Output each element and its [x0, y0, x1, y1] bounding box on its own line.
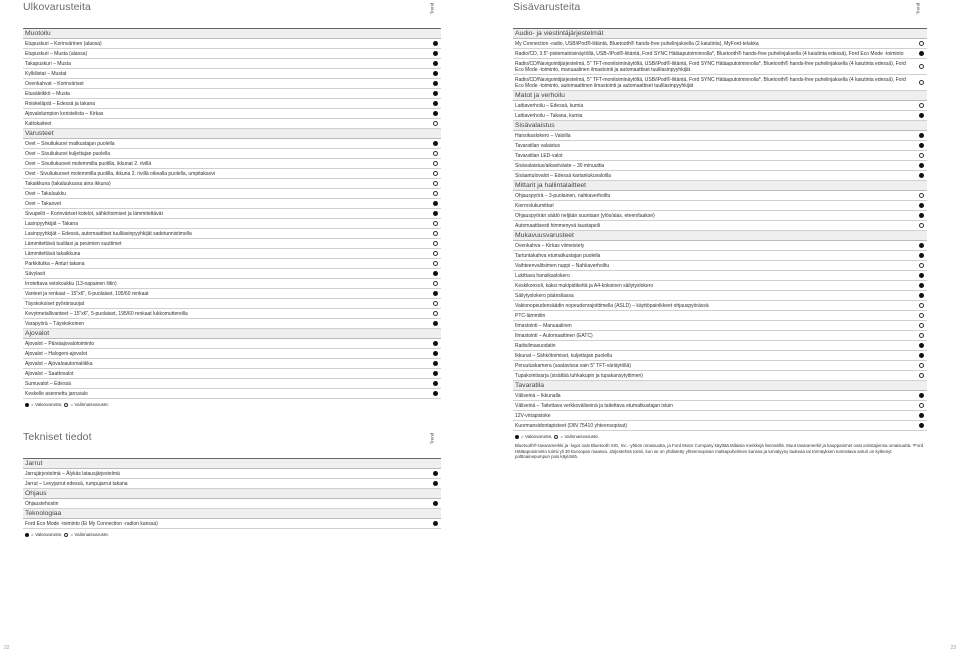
- optional-circle-icon: [433, 261, 438, 266]
- interior-title-row: [513, 0, 927, 28]
- feature-label: Lattiaverhoilu – Edessä, kumia: [515, 102, 584, 109]
- feature-label: Lukittava hansikaslokero: [515, 272, 570, 279]
- standard-dot-icon: [919, 393, 924, 398]
- optional-circle-icon: [433, 251, 438, 256]
- feature-label: Väliseinä – Taitettava verkkoväliseinä ja taitettava etumatkustajan istuin: [515, 402, 674, 409]
- table-row: [513, 191, 927, 201]
- table-row: [513, 101, 927, 111]
- feature-label: Ikkunat – Sähkötoimiset, kuljettajan puolella: [515, 352, 613, 359]
- section-header-label: Teknologiaa: [25, 509, 62, 517]
- trend-column-label: Trend: [915, 2, 921, 15]
- feature-label: Ajovalot – Saattovalot: [25, 370, 74, 377]
- optional-circle-icon: [433, 241, 438, 246]
- optional-circle-icon: [433, 151, 438, 156]
- table-row: [513, 321, 927, 331]
- table-row: [23, 179, 441, 189]
- optional-circle-icon: [919, 193, 924, 198]
- feature-label: Jarrut – Levyjarrut edessä, rumpujarrut takana: [25, 480, 128, 487]
- table-row: [513, 401, 927, 411]
- table-row: [513, 411, 927, 421]
- table-row: [513, 131, 927, 141]
- table-row: [23, 199, 441, 209]
- table-row: [23, 159, 441, 169]
- feature-label: Takapuskuri – Musta: [25, 60, 71, 67]
- feature-label: Vaihteenvalitsimen nuppi – Nahkaverhoiltu: [515, 262, 610, 269]
- feature-label: Ovet – Takaluukku: [25, 190, 67, 197]
- table-row: [23, 309, 441, 319]
- standard-dot-icon: [433, 471, 438, 476]
- feature-label: Kevytmetallivanteet – 15"x6", 5-puolaiset, 195/60 renkaat lukkomuttereilla: [25, 310, 188, 317]
- feature-label: Lattiaverhoilu – Takana, kumia: [515, 112, 583, 119]
- table-row: [513, 211, 927, 221]
- table-row: [23, 39, 441, 49]
- optional-circle-icon: [919, 80, 924, 85]
- feature-label: Tavaratilan valaistus: [515, 142, 561, 149]
- section-header-label: Jarrut: [25, 459, 43, 467]
- table-row: [513, 391, 927, 401]
- table-row: [513, 301, 927, 311]
- standard-dot-icon: [433, 361, 438, 366]
- feature-label: Ford Eco Mode -toiminto (Ei My Connection -radion kanssa): [25, 520, 158, 527]
- standard-dot-icon: [433, 381, 438, 386]
- standard-dot-icon: [433, 141, 438, 146]
- feature-label: Keskelle asennettu jarruvalo: [25, 390, 88, 397]
- table-row: [513, 421, 927, 431]
- table-row: [23, 149, 441, 159]
- table-section-header: [513, 381, 927, 391]
- table-row: [513, 75, 927, 91]
- standard-dot-icon: [919, 343, 924, 348]
- feature-label: Peruutuskamera (saatavissa vain 5" TFT-väriäytöllä): [515, 362, 631, 369]
- standard-dot-icon: [433, 291, 438, 296]
- optional-circle-icon: [433, 281, 438, 286]
- feature-label: Lämmitettävä takaikkuna: [25, 250, 81, 257]
- optional-circle-icon: [433, 191, 438, 196]
- table-row: [513, 341, 927, 351]
- standard-dot-icon: [433, 81, 438, 86]
- table-row: [23, 359, 441, 369]
- standard-dot-icon: [919, 413, 924, 418]
- feature-label: Ilmastointi – Automaattinen (EATC): [515, 332, 593, 339]
- feature-label: Säilytyslokero päänsilassa: [515, 292, 574, 299]
- trend-column-label: Trend: [429, 432, 435, 445]
- table-row: [23, 189, 441, 199]
- feature-label: Sävylasit: [25, 270, 46, 277]
- feature-label: Vanteet ja renkaat – 15"x6", 6-puolaiset, 195/60 renkaat: [25, 290, 149, 297]
- standard-dot-icon: [919, 353, 924, 358]
- table-row: [23, 109, 441, 119]
- table-row: [23, 469, 441, 479]
- feature-label: Ajovalot – Ajovaloautomatiikka: [25, 360, 93, 367]
- optional-circle-icon: [433, 181, 438, 186]
- table-row: [23, 499, 441, 509]
- feature-label: Sisävalaistus/aikaviiväste – 30 minuuttia: [515, 162, 605, 169]
- feature-label: Takaikkuna (takaluukussa aina ikkuna): [25, 180, 111, 187]
- standard-dot-icon: [433, 371, 438, 376]
- section-header-label: Ajovalot: [25, 329, 50, 337]
- section-header-label: Sisävalaistus: [515, 121, 555, 129]
- optional-circle-icon: [64, 403, 68, 407]
- footnote: Bluetooth®-tavaramerkki ja -logot ovat Bluetooth SIG, Inc. -yhtiön omaisuutta, ja Ford Motor Company käyttää tällaisia merkkejä lisenssillä. Muut tavaramerkit ja kauppanimet ovat omistajiensa omaisuutta. *Ford Hätäaputoiminto toimii yli 30 Euroopan maassa. Järjestelmä toimii, kun se on yhdistetty yhteensopivan matkapuhelimen kanssa ja turvatyyny laukeaa tai törmäyksen tunnistava anturi on kytkenyt polttoainepumpun pois käytöstä.: [515, 443, 924, 460]
- table-row: [513, 59, 927, 75]
- standard-dot-icon: [433, 481, 438, 486]
- table-section-header: [23, 489, 441, 499]
- legend-standard-text: = Vakiovaruste,: [521, 434, 553, 439]
- feature-label: Raitisilmasuodatin: [515, 342, 556, 349]
- table-row: [23, 169, 441, 179]
- table-row: [23, 69, 441, 79]
- table-row: [513, 171, 927, 181]
- feature-label: Ohjauspyörä – 3-puolainen, nahkaverhoiltu: [515, 192, 611, 199]
- standard-dot-icon: [515, 435, 519, 439]
- exterior-title-row: [23, 0, 441, 28]
- feature-label: Kierroslukumittari: [515, 202, 554, 209]
- feature-label: Ovet – Sivuliukuovet molemmilla puolilla, ikkunat 2. rivillä: [25, 160, 152, 167]
- feature-label: Varapyörä – Täyskokoinen: [25, 320, 85, 327]
- feature-label: Jarrujärjestelmä – Älykäs latausjärjestelmä: [25, 470, 120, 477]
- interior-section-title: Sisävarusteita: [513, 1, 581, 13]
- optional-circle-icon: [919, 323, 924, 328]
- legend-optional-text: = Valinnaisvaruste.: [560, 434, 600, 439]
- optional-circle-icon: [919, 403, 924, 408]
- table-row: [513, 251, 927, 261]
- feature-label: Kattokaiteet: [25, 120, 52, 127]
- table-section-header: [513, 121, 927, 131]
- feature-label: Sivupeilit – Korinväriset kotelot, sähkötoimiset ja lämmitettävät: [25, 210, 163, 217]
- feature-label: Ajovalot – Päiväajovalotoiminto: [25, 340, 95, 347]
- table-row: [23, 519, 441, 529]
- optional-circle-icon: [919, 333, 924, 338]
- standard-dot-icon: [433, 91, 438, 96]
- optional-circle-icon: [919, 153, 924, 158]
- optional-circle-icon: [919, 64, 924, 69]
- standard-dot-icon: [433, 521, 438, 526]
- optional-circle-icon: [919, 263, 924, 268]
- table-row: [23, 289, 441, 299]
- standard-dot-icon: [433, 391, 438, 396]
- optional-circle-icon: [919, 363, 924, 368]
- feature-label: Ovet – Sivuliukuovi kuljettajan puolella: [25, 150, 111, 157]
- feature-label: Tupakointisarja (sisältää tuhkakupin ja tupakansytyttimen): [515, 372, 643, 379]
- feature-label: Ovet - Sivuliukuovet molemmilla puolilla, ikkuna 2. rivillä oikealla puolella, umpitakaovi: [25, 170, 216, 177]
- feature-label: Radio/CD/Navigointijärjestelmä, 5" TFT-monitoiminäytöllä, USB/iPod®-liitäntä, Ford SYNC Hätäaputoiminnolla*, Bluetooth® hands-free puhelinjaksella (4 kaiutinta edessä), Ford Eco Mode -toiminto, manuaalinen ilmastointi ja automaattiset tuulilasinpyyhkijät: [515, 60, 906, 73]
- legend-optional-text: = Valinnaisvaruste.: [70, 402, 110, 407]
- feature-label: Roiskeläpät – Edessä ja takana: [25, 100, 96, 107]
- standard-dot-icon: [919, 283, 924, 288]
- table-section-header: [23, 459, 441, 469]
- table-row: [23, 249, 441, 259]
- feature-label: 12V-virtapistoke: [515, 412, 551, 419]
- standard-dot-icon: [919, 163, 924, 168]
- table-section-header: [513, 181, 927, 191]
- table-section-header: [23, 509, 441, 519]
- table-row: [513, 261, 927, 271]
- standard-dot-icon: [919, 143, 924, 148]
- feature-label: Kylkilistat – Mustat: [25, 70, 67, 77]
- table-row: [23, 269, 441, 279]
- feature-label: Radio/CD, 3.5"-pistematriisinäytöllä, USB-/iPod®-liitäntä, Ford SYNC Hätäaputoiminnolla*, Bluetooth® hands-free puhelinjaksella (4 kaiutinta edessä), Ford Eco Mode -toiminto: [515, 50, 904, 57]
- table-row: [23, 369, 441, 379]
- table-row: [513, 221, 927, 231]
- table-row: [513, 331, 927, 341]
- feature-label: Väliseinä – Ikkunalla: [515, 392, 561, 399]
- table-row: [513, 111, 927, 121]
- table-row: [513, 161, 927, 171]
- trend-column-label: Trend: [429, 2, 435, 15]
- table-row: [23, 349, 441, 359]
- feature-label: Tartuntakahva etumatkustajan puolella: [515, 252, 601, 259]
- legend-optional-text: = Valinnaisvaruste.: [70, 532, 110, 537]
- standard-dot-icon: [433, 41, 438, 46]
- feature-label: PTC-lämmitin: [515, 312, 546, 319]
- table-row: [23, 389, 441, 399]
- optional-circle-icon: [433, 121, 438, 126]
- technical-section-title: Tekniset tiedot: [23, 431, 92, 443]
- table-row: [23, 219, 441, 229]
- section-header-label: Matot ja verhoilu: [515, 91, 565, 99]
- section-header-label: Mittarit ja hallintalaitteet: [515, 181, 587, 189]
- standard-dot-icon: [433, 351, 438, 356]
- standard-dot-icon: [919, 213, 924, 218]
- optional-circle-icon: [433, 231, 438, 236]
- table-row: [23, 49, 441, 59]
- table-row: [513, 311, 927, 321]
- table-row: [513, 241, 927, 251]
- table-row: [23, 89, 441, 99]
- optional-circle-icon: [433, 161, 438, 166]
- feature-label: Lämmitettävä tuulilasi ja pesimien suuttimet: [25, 240, 122, 247]
- feature-label: Ovet – Takaovet: [25, 200, 62, 207]
- table-row: [23, 479, 441, 489]
- exterior-section-title: Ulkovarusteita: [23, 1, 91, 13]
- standard-dot-icon: [919, 253, 924, 258]
- section-header-label: Muotoilu: [25, 29, 51, 37]
- standard-dot-icon: [433, 271, 438, 276]
- standard-dot-icon: [433, 341, 438, 346]
- feature-label: Ovet – Sivuliukuovi matkustajan puolella: [25, 140, 115, 147]
- feature-label: Etusäleikkö – Musta: [25, 90, 70, 97]
- optional-circle-icon: [433, 171, 438, 176]
- standard-dot-icon: [25, 533, 29, 537]
- feature-label: Keskikonsoli, kaksi mukipidikettä ja A4-kokoinen säilytyslokero: [515, 282, 654, 289]
- standard-dot-icon: [433, 321, 438, 326]
- page-number-left: 22: [4, 645, 10, 651]
- feature-label: Ajovalot – Halogeni-ajovalot: [25, 350, 87, 357]
- optional-circle-icon: [433, 311, 438, 316]
- standard-dot-icon: [919, 293, 924, 298]
- feature-label: Sumuvalot – Edessä: [25, 380, 71, 387]
- table-row: [23, 59, 441, 69]
- table-row: [23, 79, 441, 89]
- left-column: [23, 0, 441, 540]
- table-section-header: [513, 231, 927, 241]
- feature-label: Parkkitutka – Anturi takana: [25, 260, 85, 267]
- feature-label: Tavaratilan LED-valot: [515, 152, 563, 159]
- table-row: [513, 281, 927, 291]
- optional-circle-icon: [919, 313, 924, 318]
- table-row: [23, 339, 441, 349]
- table-row: [23, 229, 441, 239]
- section-header-label: Varusteet: [25, 129, 54, 137]
- feature-label: Ohjaustehostin: [25, 500, 59, 507]
- optional-circle-icon: [554, 435, 558, 439]
- table-row: [23, 319, 441, 329]
- section-header-label: Audio- ja viestintäjärjestelmät: [515, 29, 604, 37]
- table-row: [513, 49, 927, 59]
- feature-label: Etupuskuri – Musta (alaosa): [25, 50, 88, 57]
- table-row: [23, 99, 441, 109]
- standard-dot-icon: [919, 173, 924, 178]
- table-row: [513, 371, 927, 381]
- feature-label: Täyskokoiset pyöränsuojat: [25, 300, 85, 307]
- table-row: [513, 291, 927, 301]
- feature-label: Lasinpyyhkijät – Takana: [25, 220, 78, 227]
- feature-label: Etupuskuri – Korinvärinen (alaosa): [25, 40, 102, 47]
- optional-circle-icon: [919, 103, 924, 108]
- right-column: [513, 0, 927, 461]
- table-row: [513, 141, 927, 151]
- table-row: [513, 151, 927, 161]
- standard-dot-icon: [433, 51, 438, 56]
- standard-dot-icon: [919, 133, 924, 138]
- standard-dot-icon: [433, 101, 438, 106]
- standard-dot-icon: [919, 51, 924, 56]
- table-section-header: [23, 29, 441, 39]
- table-section-header: [513, 91, 927, 101]
- feature-label: Kuormansidontapisteet (DIN 75410 yhteensopivat): [515, 422, 628, 429]
- table-row: [513, 39, 927, 49]
- feature-label: Sisäantulovalot – Edessä kartanlukuvaloilla: [515, 172, 611, 179]
- table-row: [23, 239, 441, 249]
- feature-label: Automaattisesti himmenyvä taustapeili: [515, 222, 601, 229]
- table-section-header: [23, 329, 441, 339]
- standard-dot-icon: [919, 203, 924, 208]
- table-row: [23, 259, 441, 269]
- feature-label: Ohjauspyörän säätö neljään suuntaan (ylös/alas, eteen/taakse): [515, 212, 655, 219]
- legend: [513, 431, 927, 442]
- standard-dot-icon: [433, 501, 438, 506]
- interior-feature-table: [513, 28, 927, 431]
- table-row: [23, 279, 441, 289]
- table-row: [513, 271, 927, 281]
- feature-label: Ajovalolumpion koristelista – Kirkas: [25, 110, 104, 117]
- page-number-right: 23: [950, 645, 956, 651]
- table-row: [513, 351, 927, 361]
- feature-label: Ovenkahvat – Korinväriset: [25, 80, 84, 87]
- table-section-header: [23, 129, 441, 139]
- feature-label: My Connection -radio, USB/iPod®-liitäntä, Bluetooth® hands-free puhelinjaksella (2 kaiutinta), MyFord-telakka: [515, 40, 759, 47]
- section-header-label: Tavaratila: [515, 381, 545, 389]
- feature-label: Ilmastointi – Manuaalinen: [515, 322, 572, 329]
- optional-circle-icon: [433, 221, 438, 226]
- standard-dot-icon: [919, 423, 924, 428]
- optional-circle-icon: [919, 223, 924, 228]
- standard-dot-icon: [433, 71, 438, 76]
- optional-circle-icon: [64, 533, 68, 537]
- table-row: [513, 361, 927, 371]
- feature-label: Lasinpyyhkijät – Edessä, automaattiset tuulilasinpyyhkijät sadetunnistimella: [25, 230, 192, 237]
- table-row: [23, 139, 441, 149]
- feature-label: Radio/CD/Navigointijärjestelmä, 5" TFT-monitoiminäytöllä, USB/iPod®-liitäntä, Ford SYNC Hätäaputoiminnolla*, Bluetooth® hands-free puhelinjaksella (4 kaiutinta edessä), Ford Eco Mode -toiminto, automaattinen ilmastointi ja automaattiset tuulilasinpyyhkijät: [515, 76, 906, 89]
- table-row: [23, 119, 441, 129]
- optional-circle-icon: [919, 41, 924, 46]
- legend-standard-text: = Vakiovaruste,: [31, 532, 63, 537]
- legend: [23, 529, 441, 540]
- table-row: [23, 299, 441, 309]
- standard-dot-icon: [919, 243, 924, 248]
- section-header-label: Ohjaus: [25, 489, 47, 497]
- section-header-label: Mukavuusvarusteet: [515, 231, 574, 239]
- table-row: [513, 201, 927, 211]
- feature-label: Irrotettava vetokoukku (13-napainen liitin): [25, 280, 117, 287]
- optional-circle-icon: [919, 303, 924, 308]
- legend: [23, 399, 441, 410]
- feature-label: Vakionopeudensäädin nopeudenrajoittimella (ASLD) – käyttöpainikkeet ohjauspyörässä: [515, 302, 709, 309]
- standard-dot-icon: [433, 201, 438, 206]
- table-row: [23, 209, 441, 219]
- feature-label: Ovenkahva – Kirkas viimeistely: [515, 242, 585, 249]
- exterior-feature-table: [23, 28, 441, 399]
- technical-feature-table: [23, 458, 441, 529]
- optional-circle-icon: [919, 373, 924, 378]
- standard-dot-icon: [433, 211, 438, 216]
- technical-title-row: [23, 430, 441, 458]
- optional-circle-icon: [433, 301, 438, 306]
- table-section-header: [513, 29, 927, 39]
- standard-dot-icon: [919, 273, 924, 278]
- standard-dot-icon: [25, 403, 29, 407]
- standard-dot-icon: [433, 61, 438, 66]
- table-row: [23, 379, 441, 389]
- legend-standard-text: = Vakiovaruste,: [31, 402, 63, 407]
- standard-dot-icon: [433, 111, 438, 116]
- standard-dot-icon: [919, 113, 924, 118]
- feature-label: Hansikaslokero – Valoilla: [515, 132, 571, 139]
